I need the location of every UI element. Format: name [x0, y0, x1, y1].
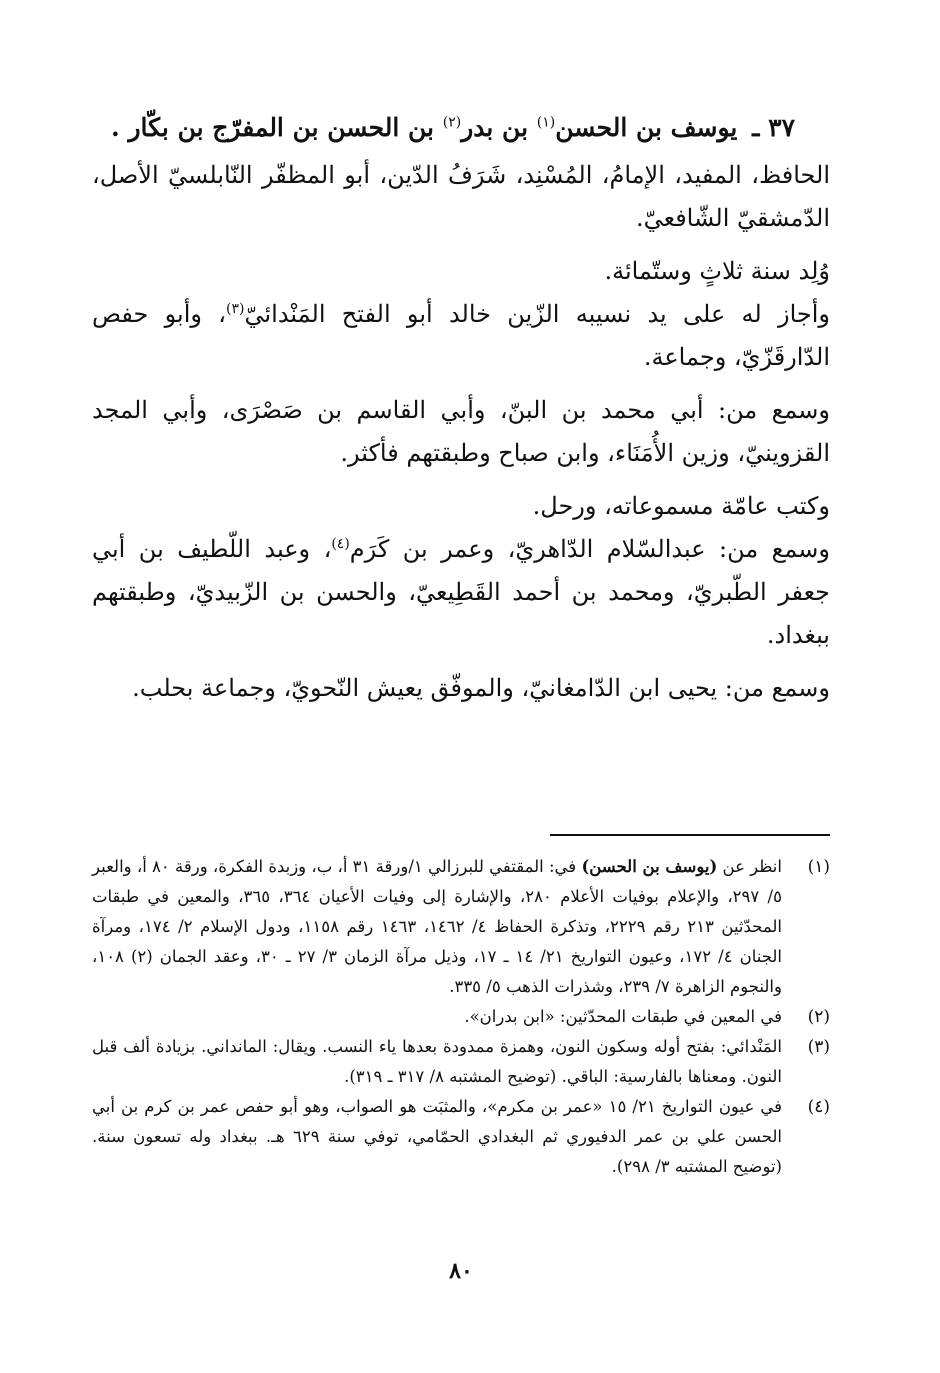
- entry-heading: [92, 108, 795, 148]
- paragraph-travel: وكتب عامّة مسموعاته، ورحل.: [532, 492, 830, 520]
- paragraph-heard-aleppo: وسمع من: يحيى ابن الدّامغانيّ، والموفّق يعيش النّحويّ، وجماعة بحلب.: [132, 674, 830, 702]
- footnote-3: [92, 1032, 830, 1092]
- book-page: [92, 108, 831, 1284]
- footnotes-section: [92, 852, 830, 1182]
- entry-number: ٣٧ ـ: [752, 113, 795, 142]
- footnote-4: [92, 1092, 830, 1182]
- paragraph-heard-baghdad: [92, 528, 830, 657]
- entry-name-part2: بن بدر: [461, 113, 529, 142]
- footnote-number: (٣): [807, 1037, 830, 1057]
- footnote-number: (٤): [807, 1097, 830, 1117]
- footnote-text: في المعين في طبقات المحدّثين: «ابن بدران».: [464, 1007, 782, 1026]
- paragraph-heard-damascus: وسمع من: أبي محمد بن البنّ، وأبي القاسم بن صَصْرَى، وأبي المجد القزوينيّ، وزين الأُمَنَاء، وابن صباح وطبقتهم فأكثر.: [92, 396, 830, 467]
- paragraph-ijaza-text-b: ، وأبو حفص الدّارقَزّيّ، وجماعة.: [92, 300, 830, 371]
- paragraph-baghdad-text-a: وسمع من: عبدالسّلام الدّاهريّ، وعمر بن كَرَم: [349, 535, 830, 563]
- footnote-ref-1[interactable]: (١): [536, 114, 556, 131]
- page-number: ٨٠: [449, 1258, 473, 1284]
- paragraph-ijaza-text-a: وأجاز له على يد نسيبه الزّين خالد أبو الفتح المَنْدائيّ: [244, 300, 831, 328]
- footnote-text: [92, 852, 782, 1002]
- footnote-ref-2[interactable]: (٢): [442, 114, 462, 131]
- paragraph-birth: وُلِد سنة ثلاثٍ وستّمائة.: [604, 257, 830, 285]
- footnote-number: (٢): [807, 1007, 830, 1027]
- footnote-text: المَنْدائي: بفتح أوله وسكون النون، وهمزة ممدودة بعدها ياء النسب. ويقال: المانداني. بزيادة ألف قبل النون. ومعناها بالفارسية: الباقي. (توضيح المشتبه ٨/ ٣١٧ ـ ٣١٩).: [92, 1037, 782, 1086]
- footnote-lead: انظر عن: [722, 857, 782, 876]
- paragraph-ijaza: [92, 293, 830, 379]
- paragraph-titles: الحافظ، المفيد، الإمامُ، المُسْنِد، شَرَفُ الدّين، أبو المظفّر النّابلسيّ الأصل، الدّمشقيّ الشّافعيّ.: [92, 161, 830, 232]
- entry-name-part3: بن الحسن بن المفرّج بن بكّار .: [111, 113, 435, 142]
- footnote-1: [92, 852, 830, 1002]
- paragraph-baghdad-text-b: ، وعبد اللّطيف بن أبي جعفر الطّبريّ، ومحمد بن أحمد القَطِيعيّ، والحسن بن الزّبيديّ، وطبقتهم ببغداد.: [92, 535, 830, 649]
- footnote-ref-4[interactable]: (٤): [331, 536, 350, 552]
- footnote-2: [92, 1002, 830, 1032]
- footnote-separator: [550, 834, 830, 836]
- footnote-ref-3[interactable]: (٣): [226, 301, 245, 317]
- footnote-text: في عيون التواريخ ٢١/ ١٥ «عمر بن مكرم»، والمثبَت هو الصواب، وهو أبو حفص عمر بن كرم بن أبي الحسن علي بن عمر الدفيوري ثم البغدادي الحمّامي، توفي سنة ٦٢٩ هـ. ببغداد وله تسعون سنة. (توضيح المشتبه ٣/ ٢٩٨).: [92, 1097, 783, 1176]
- footnote-body: في: المقتفي للبرزالي ١/ورقة ٣١ أ، ب، وزبدة الفكرة، ورقة ٨٠ أ، والعبر ٥/ ٢٩٧، والإعلام بوفيات الأعلام ٢٨٠، والإشارة إلى وفيات الأعيان ٣٦٤، ٣٦٥، والمعين في طبقات المحدّثين ٢١٣ رقم ٢٢٢٩، وتذكرة الحفاظ ٤/ ١٤٦٢، ١٤٦٣ رقم ١١٥٨، ودول الإسلام ٢/ ١٧٤، ومرآة الجنان ٤/ ١٧٢، وعيون التواريخ ٢١/ ١٤ ـ ١٧، وذيل مرآة الزمان ٣/ ٢٧ ـ ٣٠، وعقد الجمان (٢) ١٠٨، والنجوم الزاهرة ٧/ ٢٣٩، وشذرات الذهب ٥/ ٣٣٥.: [92, 857, 783, 996]
- footnote-bold-subject: (يوسف بن الحسن): [581, 857, 718, 876]
- footnote-number: (١): [807, 857, 830, 877]
- entry-name-part1: يوسف بن الحسن: [555, 113, 738, 142]
